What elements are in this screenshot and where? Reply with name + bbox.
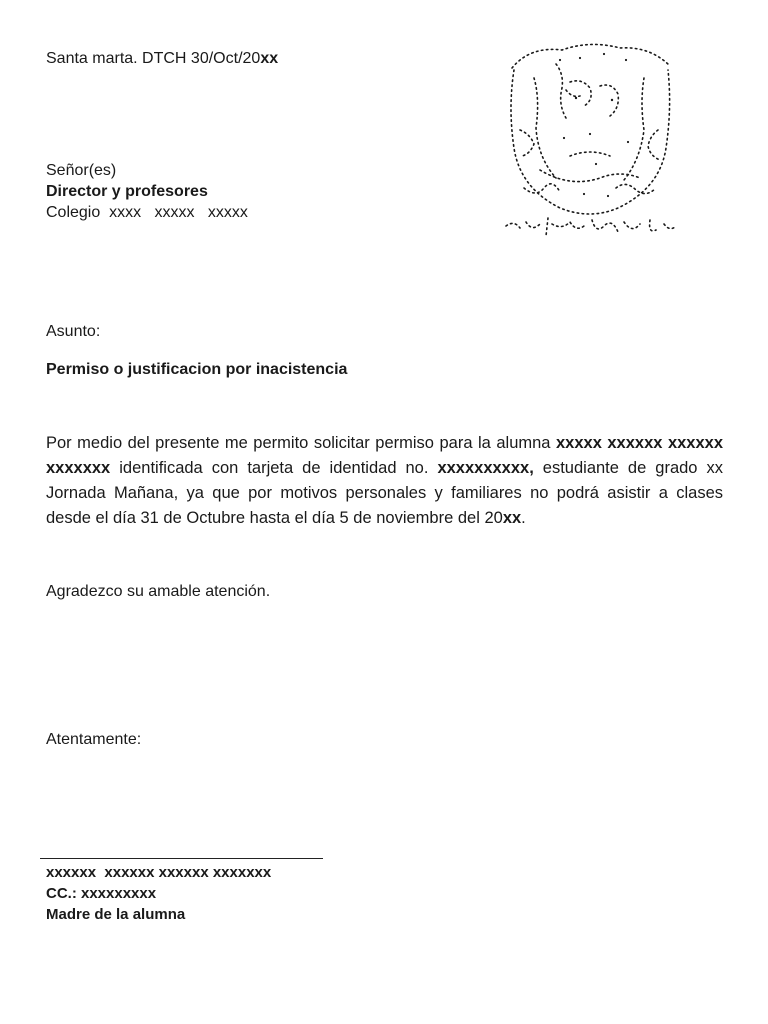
body-part-4: .: [521, 509, 526, 527]
date-prefix: Santa marta. DTCH 30/Oct/20: [46, 50, 261, 67]
body-part-3: estudiante de grado xx Jornada Mañana, ya que por motivos personales y familiares no podrá asistir a clases desde el día 31 de Octubre hasta el día 5 de noviembre del 20: [46, 459, 723, 527]
student-name: xxxxx xxxxxx xxxxxx xxxxxxx: [46, 434, 724, 477]
thanks-line: Agradezco su amable atención.: [46, 583, 271, 600]
letter-date: [46, 50, 278, 68]
recipient-school: Colegio xxxx xxxxx xxxxx: [46, 204, 248, 221]
date-year-suffix: xx: [260, 50, 279, 67]
letter-body: [46, 431, 723, 531]
school-seal-icon: [500, 38, 680, 246]
signer-role: Madre de la alumna: [46, 906, 186, 923]
body-year-suffix: xx: [502, 509, 522, 527]
closing-line: Atentamente:: [46, 731, 142, 748]
recipient-name: Director y profesores: [46, 183, 208, 200]
signature-line: [40, 858, 323, 859]
subject-label: Asunto:: [46, 323, 101, 340]
signature-block: [46, 862, 271, 925]
body-part-2: identificada con tarjeta de identidad no.: [110, 459, 438, 477]
student-id-number: xxxxxxxxxx,: [437, 459, 534, 477]
signer-name: xxxxxx xxxxxx xxxxxx xxxxxxx: [46, 864, 272, 881]
subject-text: Permiso o justificacion por inacistencia: [46, 361, 348, 378]
salutation: Señor(es): [46, 162, 117, 179]
signer-id: CC.: xxxxxxxxx: [46, 885, 157, 902]
body-part-1: Por medio del presente me permito solicitar permiso para la alumna: [46, 434, 556, 452]
